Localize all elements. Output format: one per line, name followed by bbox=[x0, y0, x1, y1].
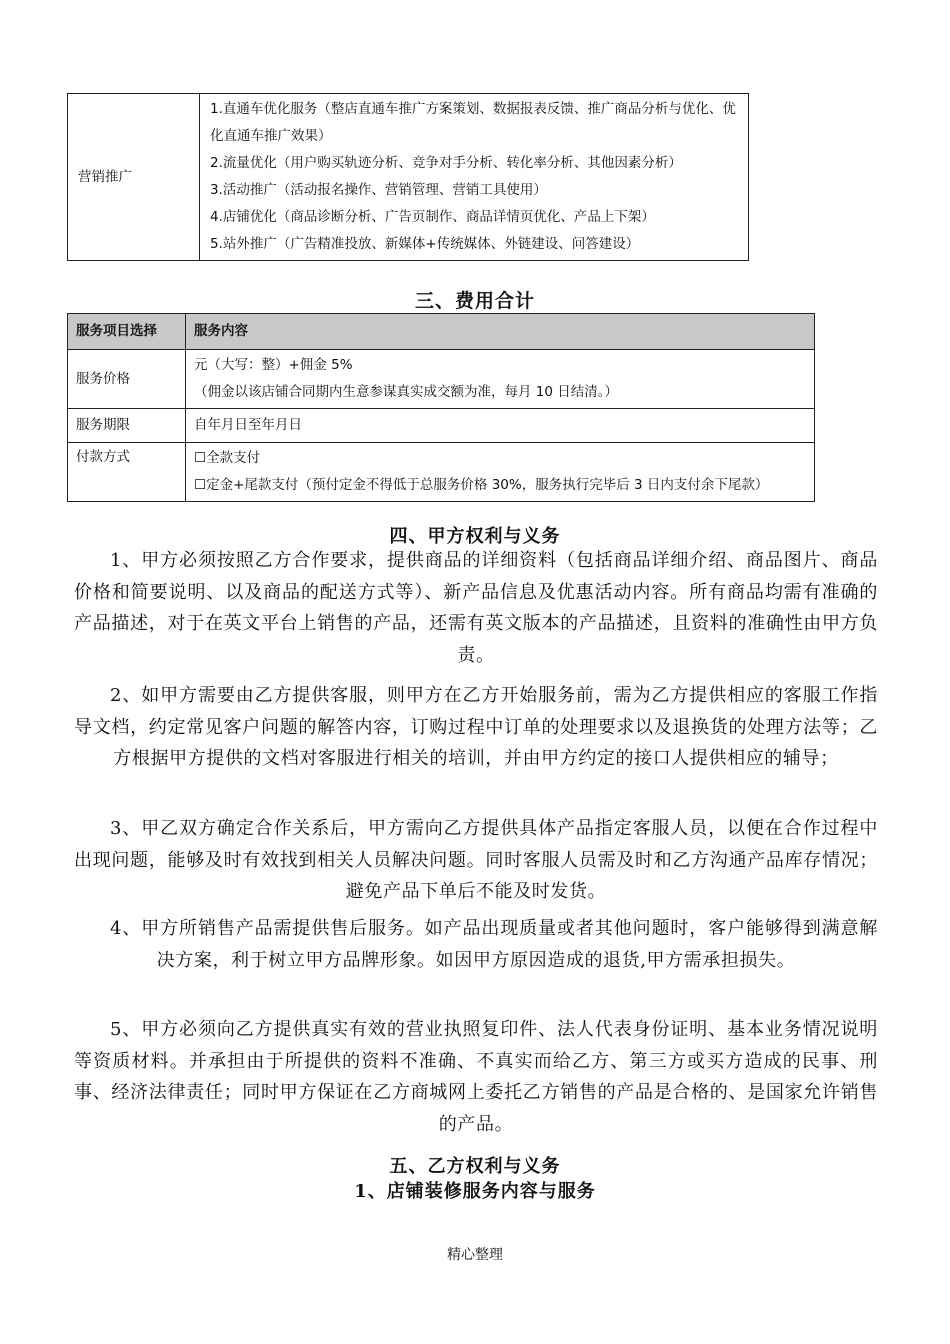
fee-section-title: 三、费用合计 bbox=[414, 290, 535, 312]
list-item: 4.店铺优化（商品诊断分析、广告页制作、商品详情页优化、产品上下架） bbox=[210, 209, 655, 225]
payment-label: 付款方式 bbox=[68, 443, 186, 502]
option-label: 定金+尾款支付（预付定金不得低于总服务价格 30%，服务执行完毕后 3 日内支付余下尾款） bbox=[206, 477, 769, 493]
period-label: 服务期限 bbox=[68, 409, 186, 443]
option-label: 全款支付 bbox=[206, 450, 261, 466]
table-row bbox=[68, 94, 749, 261]
list-item: 3.活动推广（活动报名操作、营销管理、营销工具使用） bbox=[210, 182, 547, 198]
marketing-items bbox=[200, 94, 749, 261]
payment-option-deposit[interactable] bbox=[194, 472, 806, 499]
checkbox-icon[interactable]: ☐ bbox=[194, 450, 207, 466]
header-col-service-content: 服务内容 bbox=[186, 314, 815, 350]
section4-paragraph-2: 2、如甲方需要由乙方提供客服，则甲方在乙方开始服务前，需为乙方提供相应的客服工作指导文档，约定常见客户问题的解答内容，订购过程中订单的处理要求以及退换货的处理方法等；乙方根据甲方提供的文档对客服进行相关的培训，并由甲方约定的接口人提供相应的辅导； bbox=[74, 685, 878, 769]
payment-option-full[interactable] bbox=[194, 445, 806, 472]
commission-note: （佣金以该店铺合同期内生意参谋真实成交额为准，每月 10 日结清。） bbox=[194, 384, 619, 400]
list-item: 2.流量优化（用户购买轨迹分析、竞争对手分析、转化率分析、其他因素分析） bbox=[210, 155, 682, 171]
price-line: 元（大写：整）+佣金 5% bbox=[194, 357, 353, 373]
section4-paragraph-3: 3、甲乙双方确定合作关系后，甲方需向乙方提供具体产品指定客服人员，以便在合作过程中出现问题，能够及时有效找到相关人员解决问题。同时客服人员需及时和乙方沟通产品库存情况；避免产品下单后不能及时发货。 bbox=[74, 818, 878, 902]
section4-paragraph-4: 4、甲方所销售产品需提供售后服务。如产品出现质量或者其他问题时，客户能够得到满意解决方案，利于树立甲方品牌形象。如因甲方原因造成的退货,甲方需承担损失。 bbox=[110, 918, 878, 971]
list-item: 5.站外推广（广告精准投放、新媒体+传统媒体、外链建设、问答建设） bbox=[210, 236, 640, 252]
marketing-label: 营销推广 bbox=[68, 94, 200, 261]
table-row bbox=[68, 409, 815, 443]
period-value: 自年月日至年月日 bbox=[186, 409, 815, 443]
price-label: 服务价格 bbox=[68, 350, 186, 409]
payment-options bbox=[186, 443, 815, 502]
table-header-row bbox=[68, 314, 815, 350]
list-item: 1.直通车优化服务（整店直通车推广方案策划、数据报表反馈、推广商品分析与优化、优化直通车推广效果） bbox=[210, 101, 736, 144]
fee-table bbox=[67, 313, 815, 502]
section5-title: 五、乙方权利与义务 bbox=[389, 1156, 561, 1177]
section4-title: 四、甲方权利与义务 bbox=[389, 526, 561, 547]
table-row bbox=[68, 350, 815, 409]
header-col-service-item: 服务项目选择 bbox=[68, 314, 186, 350]
footer-text: 精心整理 bbox=[447, 1247, 503, 1263]
marketing-table bbox=[67, 93, 749, 261]
section4-paragraph-1: 1、甲方必须按照乙方合作要求，提供商品的详细资料（包括商品详细介绍、商品图片、商品价格和简要说明、以及商品的配送方式等）、新产品信息及优惠活动内容。所有商品均需有准确的产品描述，对于在英文平台上销售的产品，还需有英文版本的产品描述，且资料的准确性由甲方负责。 bbox=[74, 550, 878, 666]
price-content bbox=[186, 350, 815, 409]
table-row bbox=[68, 443, 815, 502]
section4-paragraph-5: 5、甲方必须向乙方提供真实有效的营业执照复印件、法人代表身份证明、基本业务情况说明等资质材料。并承担由于所提供的资料不准确、不真实而给乙方、第三方或买方造成的民事、刑事、经济法律责任；同时甲方保证在乙方商城网上委托乙方销售的产品是合格的、是国家允许销售的产品。 bbox=[74, 1019, 878, 1135]
section5-subtitle: 1、店铺装修服务内容与服务 bbox=[354, 1181, 596, 1202]
checkbox-icon[interactable]: ☐ bbox=[194, 477, 207, 493]
